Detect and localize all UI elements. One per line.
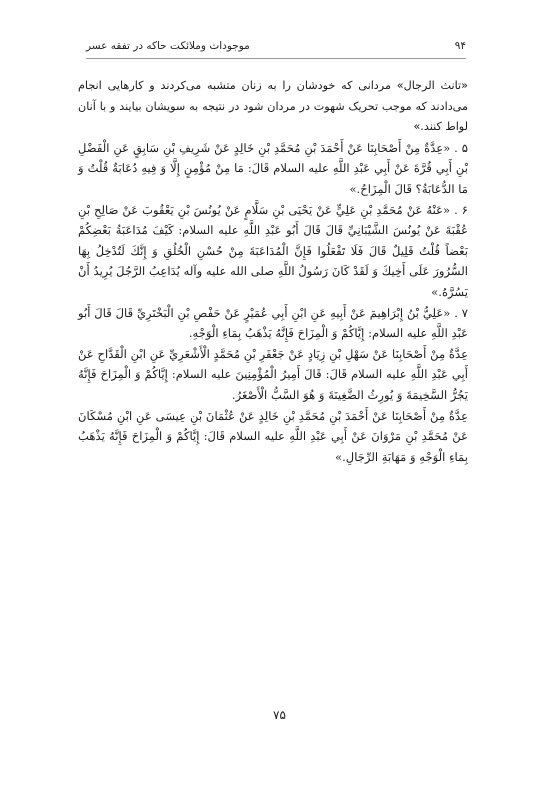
body-text — [78, 76, 468, 467]
header-page-number: ۹۴ — [454, 40, 466, 52]
hadith-7-b: عِدَّةٌ مِنْ أَصْحَابِنَا عَنْ سَهْلِ بْنِ زِيَادٍ عَنْ جَعْفَرِ بْنِ مُحَمَّدٍ الْأَشْعَرِيِّ عَنِ ابْنِ الْقَدَّاحِ عَنْ أَبِي عَبْدِ اللَّهِ عليه السلام قَالَ: قَالَ أَمِيرُ الْمُؤْمِنِينَ عليه السلام: إِيَّاكُمْ وَ الْمِزَاحَ فَإِنَّهُ يَجُرُّ السَّخِيمَةَ وَ يُورِثُ الضَّغِينَةَ وَ هُوَ السَّبُّ الْأَصْغَرُ. — [78, 346, 468, 402]
hadith-7: ۷ . «عَلِيُّ بْنُ إِبْرَاهِيمَ عَنْ أَبِيهِ عَنِ ابْنِ أَبِي عُمَيْرٍ عَنْ حَفْصِ بْنِ الْبَخْتَرِيِّ قَالَ قَالَ أَبُو عَبْدِ اللَّهِ عليه السلام: إِيَّاكُمْ وَ الْمِزَاحَ فَإِنَّهُ يَذْهَبُ بِمَاءِ الْوَجْهِ. — [78, 305, 468, 341]
running-header — [86, 40, 466, 52]
running-title: موجودات وملائکت حاکه در تفقه عسر — [86, 40, 250, 52]
footer-page-number: ۷۵ — [273, 708, 286, 722]
hadith-5: ۵ . «عِدَّةٌ مِنْ أَصْحَابِنَا عَنْ أَحْمَدَ بْنِ مُحَمَّدِ بْنِ خَالِدٍ عَنْ شَرِيفِ بْنِ سَابِقٍ عَنِ الْفَضْلِ بْنِ أَبِي قُرَّةَ عَنْ أَبِي عَبْدِ اللَّهِ عليه السلام قَالَ: مَا مِنْ مُؤْمِنٍ إِلَّا وَ فِيهِ دُعَابَةٌ قُلْتُ وَ مَا الدُّعَابَةُ؟ قَالَ الْمِزَاحُ.» — [78, 140, 468, 196]
hadith-7-c: عِدَّةٌ مِنْ أَصْحَابِنَا عَنْ أَحْمَدَ بْنِ مُحَمَّدِ بْنِ خَالِدٍ عَنْ عُثْمَانَ بْنِ عِيسَى عَنِ ابْنِ مُسْكَانَ عَنْ مُحَمَّدِ بْنِ مَرْوَانَ عَنْ أَبِي عَبْدِ اللَّهِ عليه السلام قَالَ: إِيَّاكُمْ وَ الْمِزَاحَ فَإِنَّهُ يَذْهَبُ بِمَاءِ الْوَجْهِ وَ مَهَابَةِ الرِّجَالِ.» — [78, 408, 468, 464]
header-divider — [86, 58, 466, 59]
hadith-6: ۶ . «عَنْهُ عَنْ مُحَمَّدِ بْنِ عَلِيٍّ عَنْ يَحْيَى بْنِ سَلَّامٍ عَنْ يُونُسَ بْنِ يَعْقُوبَ عَنْ صَالِحِ بْنِ عُقْبَةَ عَنْ يُونُسَ الشَّيْبَانِيِّ قَالَ قَالَ أَبُو عَبْدِ اللَّهِ عليه السلام: كَيْفَ مُدَاعَبَةُ بَعْضِكُمْ بَعْضاً قُلْتُ قَلِيلٌ قَالَ فَلَا تَفْعَلُوا فَإِنَّ الْمُدَاعَبَةَ مِنْ حُسْنِ الْخُلُقِ وَ إِنَّكَ لَتُدْخِلُ بِهَا السُّرُورَ عَلَى أَخِيكَ وَ لَقَدْ كَانَ رَسُولُ اللَّهِ صلی الله علیه وآله يُدَاعِبُ الرَّجُلَ يُرِيدُ أَنْ يَسُرَّهُ.» — [78, 202, 468, 299]
paragraph-intro: «تانث الرجال» مردانی که خودشان را به زنان متشبه می‌کردند و کارهایی انجام می‌دادند که موجب تحریک شهوت در مردان شود در نتیجه به سویشان بیایند و با آنان لواط کنند.» — [78, 79, 468, 134]
